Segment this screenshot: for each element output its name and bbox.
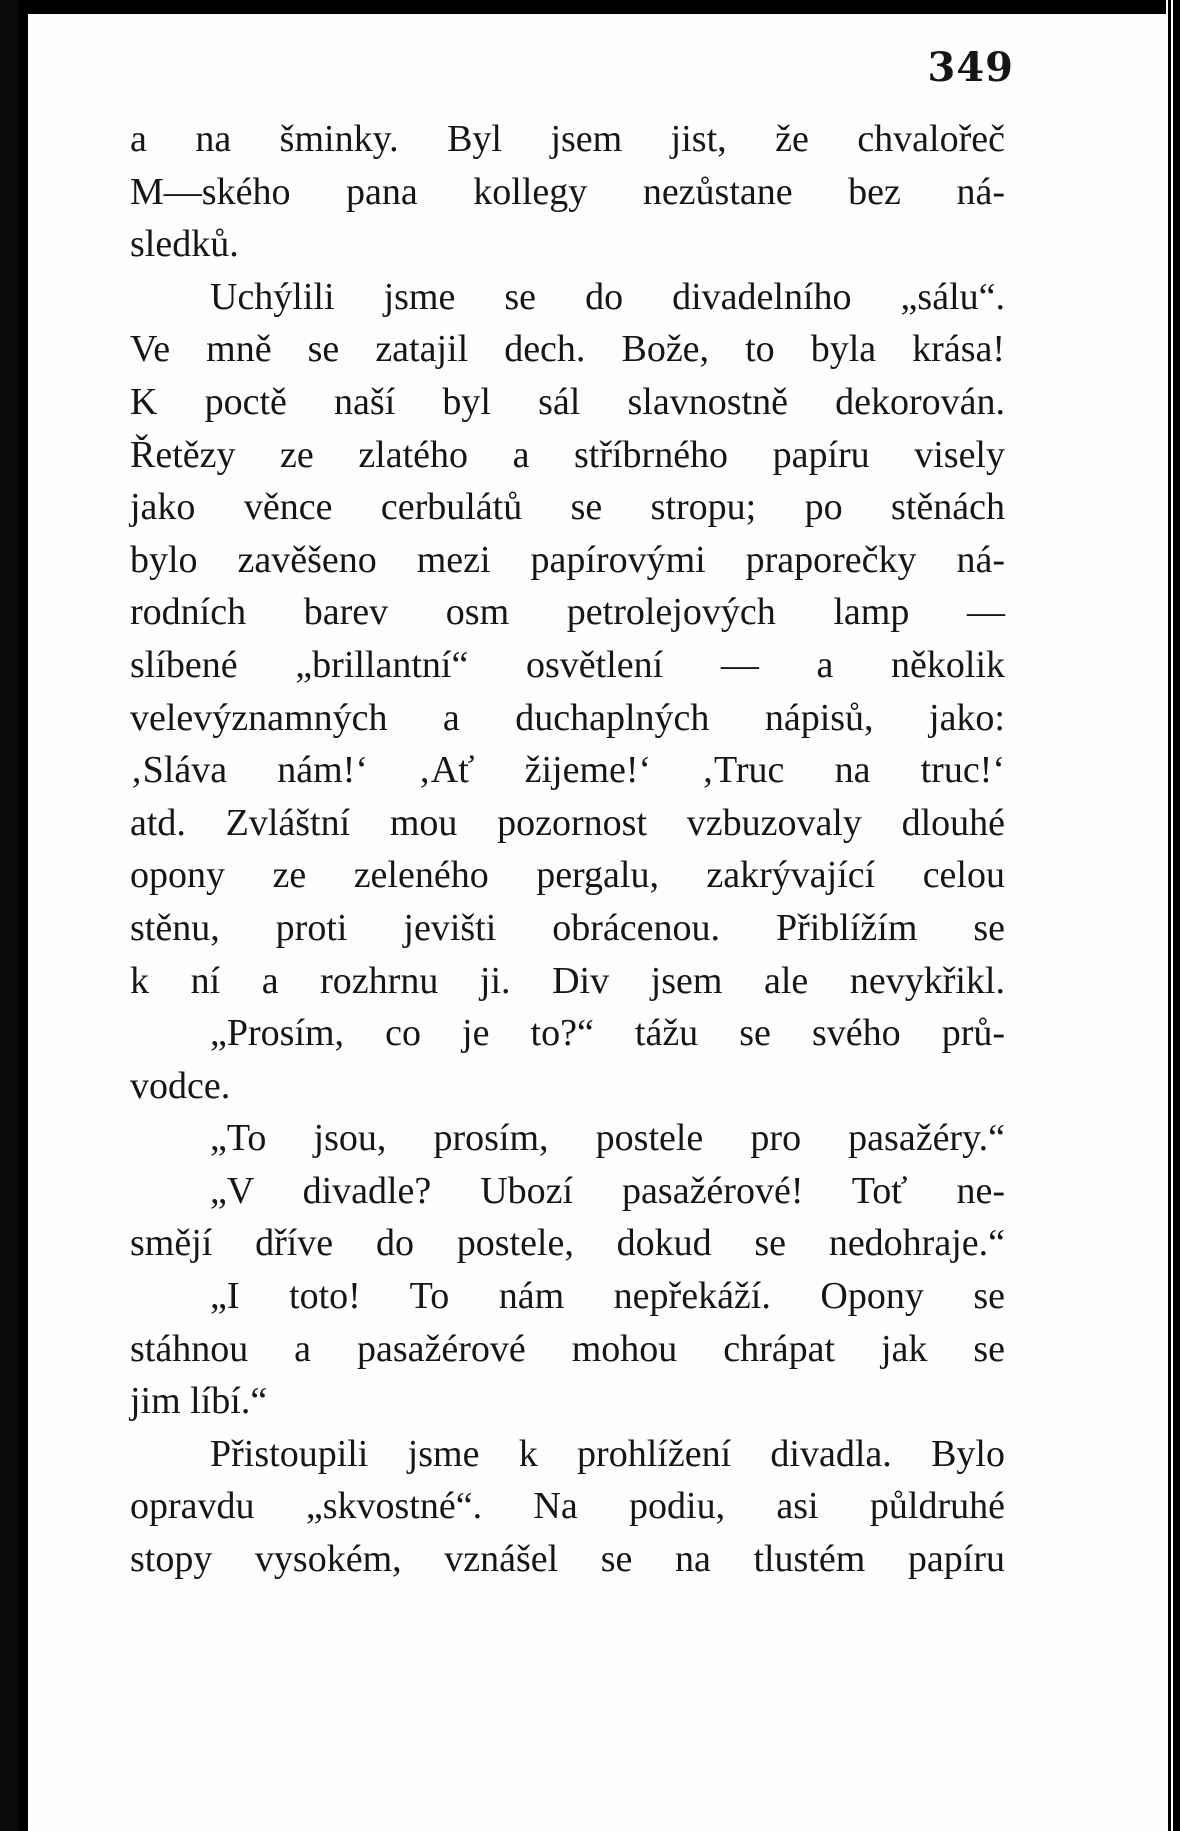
text-line: „V divadle? Ubozí pasažérové! Toť ne-	[210, 1169, 1005, 1212]
text-line: „Prosím, co je to?“ tážu se svého prů-	[210, 1012, 1005, 1055]
text-line: k ní a rozhrnu ji. Div jsem ale nevykřikl.	[130, 959, 1005, 1002]
text-line: M—ského pana kollegy nezůstane bez ná-	[130, 170, 1005, 213]
text-line: rodních barev osm petrolejových lamp —	[130, 591, 1005, 634]
text-line: opravdu „skvostné“. Na podiu, asi půldruhé	[130, 1485, 1005, 1528]
text-line: Ve mně se zatajil dech. Bože, to byla krása!	[130, 328, 1005, 371]
text-line: atd. Zvláštní mou pozornost vzbuzovaly dlouhé	[130, 801, 1005, 844]
text-line: „To jsou, prosím, postele pro pasažéry.“	[210, 1117, 1005, 1160]
text-line: smějí dříve do postele, dokud se nedohraje.“	[130, 1222, 1005, 1265]
body-text	[130, 113, 1005, 1586]
text-line: stěnu, proti jevišti obrácenou. Přiblížím se	[130, 906, 1005, 949]
scan-edge-right	[1166, 0, 1180, 1831]
text-line: jako věnce cerbulátů se stropu; po stěnách	[130, 486, 1005, 529]
text-line: jim líbí.“	[130, 1380, 268, 1423]
text-line: stáhnou a pasažérové mohou chrápat jak se	[130, 1327, 1005, 1370]
text-line: vodce.	[130, 1064, 231, 1107]
text-line: stopy vysokém, vznášel se na tlustém papíru	[130, 1538, 1005, 1581]
text-line: bylo zavěšeno mezi papírovými praporečky ná-	[130, 538, 1005, 581]
text-line: Řetězy ze zlatého a stříbrného papíru visely	[130, 433, 1005, 476]
text-line: „I toto! To nám nepřekáží. Opony se	[210, 1275, 1005, 1318]
text-line: a na šminky. Byl jsem jist, že chvalořeč	[130, 118, 1005, 160]
text-line: Uchýlili jsme se do divadelního „sálu“.	[210, 275, 1005, 318]
text-line: sledků.	[130, 223, 239, 266]
page-number: 349	[927, 44, 1014, 91]
text-line: slíbené „brillantní“ osvětlení — a několik	[130, 643, 1005, 686]
text-line: K poctě naší byl sál slavnostně dekorován.	[130, 380, 1005, 423]
text-line: opony ze zeleného pergalu, zakrývající celou	[130, 854, 1005, 897]
scan-edge-left	[0, 0, 18, 1831]
text-line: ‚Sláva nám!‘ ‚Ať žijeme!‘ ‚Truc na truc!‘	[130, 749, 1005, 792]
text-line: velevýznamných a duchaplných nápisů, jako:	[130, 696, 1005, 739]
text-line: Přistoupili jsme k prohlížení divadla. Bylo	[210, 1432, 1005, 1475]
